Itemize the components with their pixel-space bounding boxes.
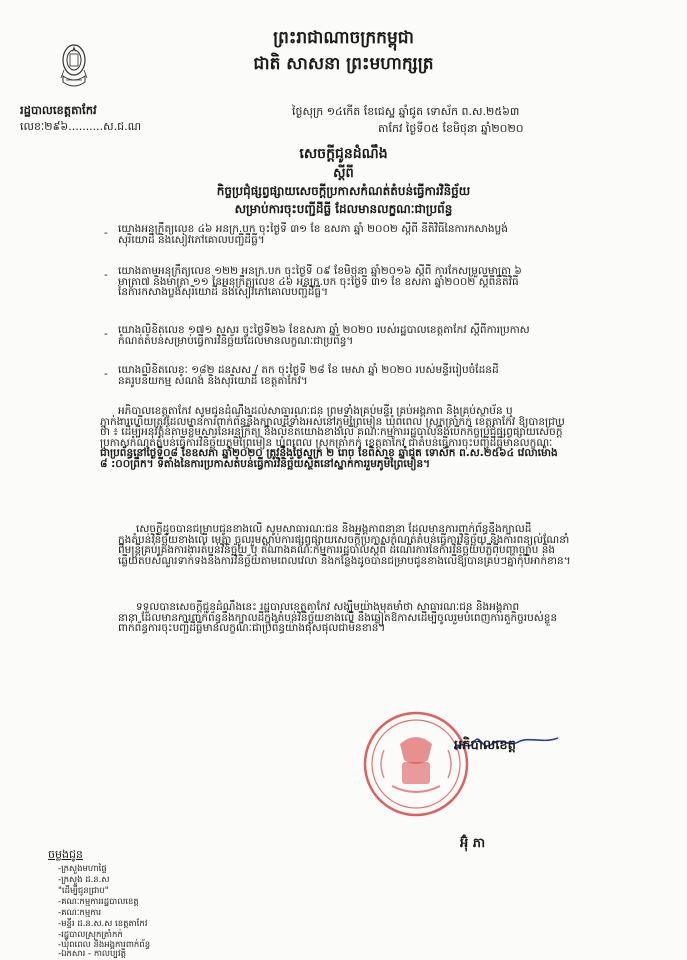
reference-item: - យោងលិខិតលេខៈ ១៨២ ដនសស / តក ចុះថ្ងៃទី ២៨ ខែ មេសា ឆ្នាំ ២០២០ របស់មន្ទីររៀបចំដែនដី នគរូបនីយកម្ម សំណង់ និងសុរិយោដី ខេត្តតាកែវ។ — [104, 364, 499, 387]
cc-item: "ដើម្បីជូនជ្រាប" — [58, 886, 109, 896]
document-about: ស្ដីពី — [333, 166, 354, 181]
cc-item: -ឯកសារ - កាលប្បវត្តិ — [58, 949, 127, 959]
cc-item: -មន្ទីរ ដ.ន.ស.ស ខេត្តតាកែវ — [58, 919, 148, 929]
cc-item: -គណៈកម្មការរដ្ឋបាលខេត្ត — [58, 897, 139, 907]
solar-date: តាកែវ ថ្ងៃទី០៥ ខែមិថុនា ឆ្នាំ២០២០ — [378, 122, 524, 135]
reference-item: - យោងលិខិតលេខ ១៧១ សសរ ចុះថ្ងៃទី២៦ ខែឧសភា ឆ្នាំ ២០២០ របស់រដ្ឋបាលខេត្តតាកែវ ស្ដីពីការប្រកាស កំណត់តំបន់សម្រាប់ធ្វើការវិនិច្ឆ័យដែលមានលក្ខណៈជាប្រព័ន្ធ។ — [104, 324, 530, 347]
cc-item: -ក្រសួងមហាផ្ទៃ — [58, 864, 107, 874]
national-motto: ជាតិ សាសនា ព្រះមហាក្សត្រ — [253, 54, 434, 74]
reference-number: លេខៈ២៩៦..........ស.ជ.ណ — [20, 120, 142, 133]
cc-item: -រដ្ឋបាលស្រុកត្រាំកក់ — [58, 930, 123, 940]
cc-item: -គណៈកម្មការ — [58, 908, 102, 918]
royal-emblem-icon — [58, 40, 90, 94]
kingdom-title: ព្រះរាជាណាចក្រកម្ពុជា — [273, 28, 414, 48]
cc-item: -ក្រសួង ដ.ន.ស — [58, 875, 110, 885]
body-paragraph-2: សេចក្ដីដូចបានជម្រាបជូនខាងលើ សូមសាធារណៈជន និងអង្គភាពនានា ដែលមានការពាក់ព័ន្ធនឹងក្បាលដី ក្នុងតំបន់វិនិច្ឆ័យខាងលើ មេត្តា ចូលរួមស្ដាប់ការផ្សព្វផ្សាយសេចក្ដីប្រកាសកំណត់តំបន់ធ្វើការវិនិច្ឆ័យ និងការពន្យល់ណែនាំ ពីមន្ត្រីគ្រប់គ្រងការងារតំបន់វិនិច្ឆ័យ ឬ តំណាងគណៈកម្មការរដ្ឋបាលស្ដីពី ដំណើរការនៃការវិនិច្ឆ័យបំភ្លឺពីបញ្ហាច្បាប់ និង ឆ្លើយតបសំណួរទាក់ទងនឹងការវិនិច្ឆ័យតាមពេលវេលា និងកន្លែងដូចបានជម្រាបជូនខាងលើឱ្យបានគ្រប់ៗគ្នាកុំបីអាក់ខាន។ — [118, 523, 571, 567]
signer-name: អ៊ុំ ភា — [460, 836, 486, 851]
lunar-date: ថ្ងៃសុក្រ ១៤កើត ខែជេស្ឋ ឆ្នាំជូត ទោស័ក ព.ស.២៥៦៣ — [292, 105, 520, 118]
cc-title: ចម្លងជូន — [48, 848, 83, 861]
subject-line-1: កិច្ចប្រជុំផ្សព្វផ្សាយសេចក្ដីប្រកាសកំណត់តំបន់ធ្វើការវិនិច្ឆ័យ — [216, 184, 471, 198]
body-paragraph-1: អភិបាលខេត្តតាកែវ សូមជូនដំណឹងដល់សាធារណៈជន ព្រមទាំងគ្រប់មន្ទីរ គ្រប់អង្គភាព និងគ្រប់ស្ថាប័ន ឬ ភ្នាក់ងារហើយត្រូវដែលមានការពាក់ព័ន្ធនឹងក្បាលដីទាំងអស់នៅភូមិព្រៃមៀន ឃុំពពេល ស្រុកត្រាំកក់ ខេត្តតាកែវ ឱ្យបានជ្រាប ថា ៖ ដើម្បីអនុវត្តន៍តាមខ្លឹមសារនៃអនុក្រឹត្យ និងលិខិតយោងខាងលើ គណៈកម្មការរដ្ឋបាលនឹងបើកកិច្ចប្រជុំផ្សព្វផ្សាយសេចក្ដី ប្រកាសកំណត់តំបន់ធ្វើការវិនិច្ឆ័យភូមិព្រៃមៀន ឃុំពពេល ស្រុកត្រាំកក់ ខេត្តតាកែវ ជាតំបន់ធ្វើការចុះបញ្ជីដីធ្លីមានលក្ខណៈ ជាប្រព័ន្ធនៅថ្ងៃទី០៨ ខែឧសភា ឆ្នាំ២០២០ ត្រូវនឹងថ្ងៃសុក្រ ២ រោច ខែពិសាខ ឆ្នាំជូត ទោស័ក ព.ស.២៥៦៤ វេលាម៉ោង ៨ :០០ព្រឹក។ ទីតាំងនៃការប្រកាសតំបន់ធ្វើការវិនិច្ឆ័យស្ថិតនៅស្នាក់ការរួមភូមិព្រៃមៀន។ — [100, 405, 565, 470]
official-seal-stamp — [362, 710, 470, 818]
document-type: សេចក្ដីជូនដំណឹង — [299, 146, 388, 162]
reference-item: - យោងអនុក្រឹត្យលេខ ៤៦ អនក្រ.បក ចុះថ្ងៃទី ៣១ ខែ ឧសភា ឆ្នាំ ២០០២ ស្ដីពី នីតិវិធីនៃការកសាងប្លង់ សុរិយោដី និងសៀវភៅគោលបញ្ជីដីធ្លី។ — [104, 223, 508, 246]
signer-title: អភិបាលខេត្ត — [454, 738, 516, 753]
issuing-office: រដ្ឋបាលខេត្តតាកែវ — [20, 103, 97, 117]
cc-item: -ឃុំពពេល និងអង្គការពាក់ព័ន្ធ — [58, 940, 151, 950]
subject-line-2: សម្រាប់ការចុះបញ្ជីដីធ្លី ដែលមានលក្ខណៈជាប្រព័ន្ធ — [234, 202, 453, 216]
reference-item: - យោងតាមអនុក្រឹត្យលេខ ១២២ អនក្រ.បក ចុះថ្ងៃទី ០៩ ខែមិថុនា ឆ្នាំ២០១៦ ស្ដីពី ការកែសម្រួលមាត្រា ៦ មាត្រា៧ និងមាត្រា ១១ នៃអនុក្រឹត្យលេខ ៤៦ អនក្រ.បក ចុះថ្ងៃទី ៣១ ខែ ឧសភា ឆ្នាំ២០០២ ស្ដីពីនីតិវិធី នៃការកសាងប្លង់សុរិយោដី និងសៀវភៅគោលបញ្ជីដីធ្លី។ — [104, 265, 522, 298]
body-paragraph-3: ទទួលបានសេចក្ដីជូនដំណឹងនេះ រដ្ឋបាលខេត្តតាកែវ សង្ឃឹមយ៉ាងមុតមាំថា សាធារណៈជន និងអង្គភាព នានា ដែលមានការពាក់ព័ន្ធនឹងក្បាលដីក្នុងតំបន់វិនិច្ឆ័យខាងលើ នឹងឆ្លៀតឱកាសដើម្បីចូលរួមបំពេញការតួកិច្ចរបស់ខ្លួន ពាក់ព័ន្ធការចុះបញ្ជីដីធ្លីមានលក្ខណៈជាប្រព័ន្ធយ៉ាងផុសផុលជាមិនខាន។ — [118, 601, 558, 634]
